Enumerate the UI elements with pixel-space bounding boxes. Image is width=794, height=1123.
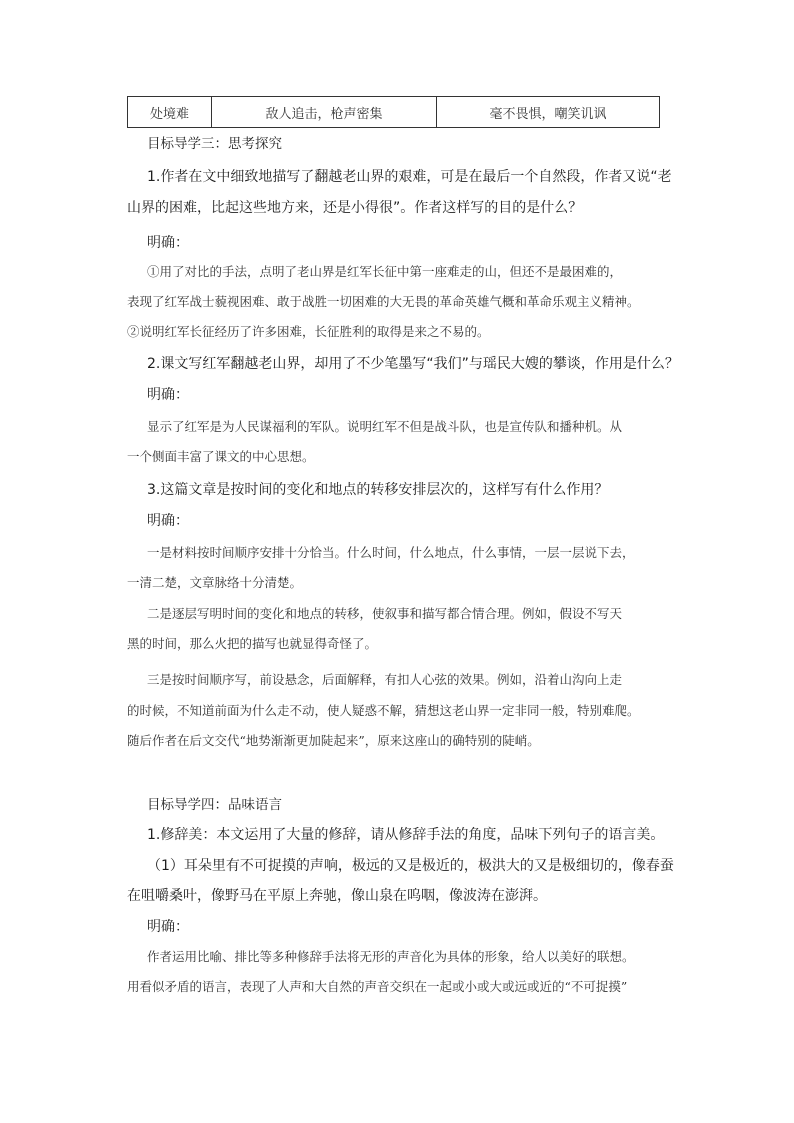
question-text: 2.课文写红军翻越老山界，却用了不少笔墨写“我们”与瑶民大嫂的攀谈，作用是什么？ [147, 356, 679, 372]
answer-text: 用看似矛盾的语言，表现了人声和大自然的声音交织在一起或小或大或远或近的“不可捉摸” [127, 979, 628, 994]
answer-label: 明确： [147, 919, 189, 935]
question-text: 山界的困难，比起这些地方来，还是小得很”。作者这样写的目的是什么？ [127, 200, 583, 216]
summary-table-row [127, 96, 660, 128]
answer-text: 表现了红军战士藐视困难、敢于战胜一切困难的大无畏的革命英雄气概和革命乐观主义精神。 [127, 294, 640, 309]
answer-label: 明确： [147, 387, 189, 403]
answer-text: 显示了红军是为人民谋福利的军队。说明红军不但是战斗队，也是宣传队和播种机。从 [147, 419, 623, 434]
answer-text: 作者运用比喻、排比等多种修辞手法将无形的声音化为具体的形象，给人以美好的联想。 [147, 949, 635, 964]
answer-label: 明确： [147, 513, 189, 529]
answer-text: ①用了对比的手法，点明了老山界是红军长征中第一座难走的山，但还不是最困难的， [147, 264, 623, 279]
answer-text: 二是逐层写明时间的变化和地点的转移，使叙事和描写都合情合理。例如，假设不写天 [147, 606, 623, 621]
quoted-sentence: 在咀嚼桑叶，像野马在平原上奔驰，像山泉在呜咽，像波涛在澎湃。 [127, 888, 547, 904]
section-heading: 目标导学四：品味语言 [147, 797, 282, 813]
quoted-sentence: （1）耳朵里有不可捉摸的声响，极远的又是极近的，极洪大的又是极细切的，像春蚕 [147, 858, 674, 874]
answer-text: 黑的时间，那么火把的描写也就显得奇怪了。 [127, 636, 378, 651]
answer-label: 明确： [147, 235, 189, 251]
table-cell: 毫不畏惧，嘲笑讥讽 [489, 106, 607, 122]
answer-text: ②说明红军长征经历了许多困难，长征胜利的取得是来之不易的。 [127, 324, 490, 339]
answer-text: 一清二楚，文章脉络十分清楚。 [127, 575, 303, 590]
question-text: 1.修辞美：本文运用了大量的修辞，请从修辞手法的角度，品味下列句子的语言美。 [147, 827, 665, 843]
answer-text: 一是材料按时间顺序安排十分恰当。什么时间，什么地点，什么事情，一层一层说下去， [147, 545, 635, 560]
question-text: 1.作者在文中细致地描写了翻越老山界的艰难，可是在最后一个自然段，作者又说“老 [147, 169, 672, 185]
section-heading: 目标导学三：思考探究 [147, 136, 282, 152]
answer-text: 的时候，不知道前面为什么走不动，使人疑惑不解，猜想这老山界一定非同一般，特别难爬。 [127, 703, 640, 718]
answer-text: 随后作者在后文交代“地势渐渐更加陡起来”，原来这座山的确特别的陡峭。 [127, 733, 540, 748]
table-cell: 处境难 [128, 97, 212, 127]
answer-text: 一个侧面丰富了课文的中心思想。 [127, 449, 315, 464]
answer-text: 三是按时间顺序写，前设悬念，后面解释，有扣人心弦的效果。例如，沿着山沟向上走 [147, 672, 623, 687]
question-text: 3.这篇文章是按时间的变化和地点的转移安排层次的，这样写有什么作用？ [147, 482, 609, 498]
table-cell: 敌人追击，枪声密集 [212, 97, 437, 127]
